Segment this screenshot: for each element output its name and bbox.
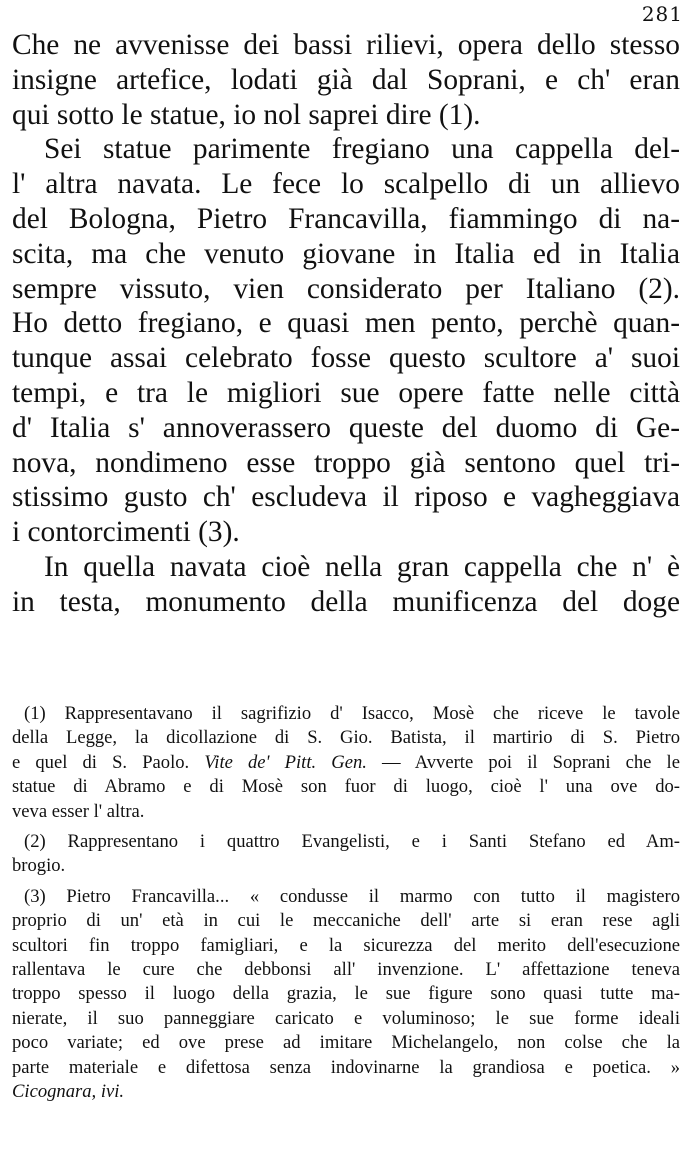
footnote-line: scultori fin troppo famigliari, e la sicurezza del merito dell'esecuzione <box>12 934 680 956</box>
text-line: tempi, e tra le migliori sue opere fatte nelle città <box>12 376 680 409</box>
text-line: Che ne avvenisse dei bassi rilievi, opera dello stesso <box>12 29 680 61</box>
footnote-line: statue di Abramo e di Mosè son fuor di luogo, cioè l' una ove do- <box>12 776 680 798</box>
footnote-line: brogio. <box>12 855 66 877</box>
footnote-1 <box>12 702 680 824</box>
text-line: stissimo gusto ch' escludeva il riposo e vagheggiava <box>12 481 680 514</box>
text-line: del Bologna, Pietro Francavilla, fiammingo di na- <box>12 202 680 235</box>
main-text <box>12 28 680 620</box>
footnote-line: veva esser l' altra. <box>12 800 145 822</box>
footnote-text: e quel di S. Paolo. <box>12 751 190 773</box>
text-line: in testa, monumento della munificenza del doge <box>12 585 680 618</box>
text-line: sempre vissuto, vien considerato per Italiano (2). <box>12 272 680 305</box>
footnote-line: proprio di un' età in cui le meccaniche dell' arte si eran rese agli <box>12 910 680 932</box>
footnote-2 <box>12 830 680 879</box>
footnote-line: parte materiale e difettosa senza indovinarne la grandiosa e poetica. » <box>12 1056 680 1078</box>
text-line: l' altra navata. Le fece lo scalpello di un allievo <box>12 168 680 201</box>
footnote-3 <box>12 885 680 1105</box>
footnote-line <box>12 751 680 775</box>
text-line: tunque assai celebrato fosse questo scultore a' suoi <box>12 342 680 375</box>
footnote-line: troppo spesso il luogo della grazia, le sue figure sono quasi tutte ma- <box>12 983 680 1005</box>
text-line: qui sotto le statue, io nol saprei dire (1). <box>12 98 481 131</box>
citation-italic: Vite de' Pitt. Gen. <box>204 751 367 773</box>
footnote-text: — Avverte poi il Soprani che le <box>382 751 680 773</box>
footnote-line: poco variate; ed ove prese ad imitare Michelangelo, non colse che la <box>12 1032 680 1054</box>
text-line: Ho detto fregiano, e quasi men pento, perchè quan- <box>12 307 680 340</box>
page-number: 281 <box>641 2 683 26</box>
footnote-line: della Legge, la dicollazione di S. Gio. Batista, il martirio di S. Pietro <box>12 727 680 749</box>
text-line: nova, nondimeno esse troppo già sentono quel tri- <box>12 446 680 479</box>
footnote-line: Cicognara, ivi. <box>12 1081 125 1103</box>
footnote-line: (1) Rappresentavano il sagrifizio d' Isacco, Mosè che riceve le tavole <box>24 703 680 724</box>
footnote-line: (3) Pietro Francavilla... « condusse il marmo con tutto il magistero <box>24 885 680 907</box>
text-line: d' Italia s' annoverassero queste del duomo di Ge- <box>12 411 680 444</box>
text-line: In quella navata cioè nella gran cappella che n' è <box>44 550 680 583</box>
footnotes <box>12 702 680 1111</box>
footnote-line: rallentava le cure che debbonsi all' invenzione. L' affettazione teneva <box>12 959 680 981</box>
footnote-line: nierate, il suo panneggiare caricato e voluminoso; le sue forme ideali <box>12 1007 680 1029</box>
text-line: insigne artefice, lodati già dal Soprani, e ch' eran <box>12 63 680 96</box>
footnote-line: (2) Rappresentano i quattro Evangelisti, e i Santi Stefano ed Am- <box>24 831 680 853</box>
text-line: i contorcimenti (3). <box>12 516 240 549</box>
text-line: scita, ma che venuto giovane in Italia ed in Italia <box>12 237 680 270</box>
text-line: Sei statue parimente fregiano una cappella del- <box>44 133 680 166</box>
